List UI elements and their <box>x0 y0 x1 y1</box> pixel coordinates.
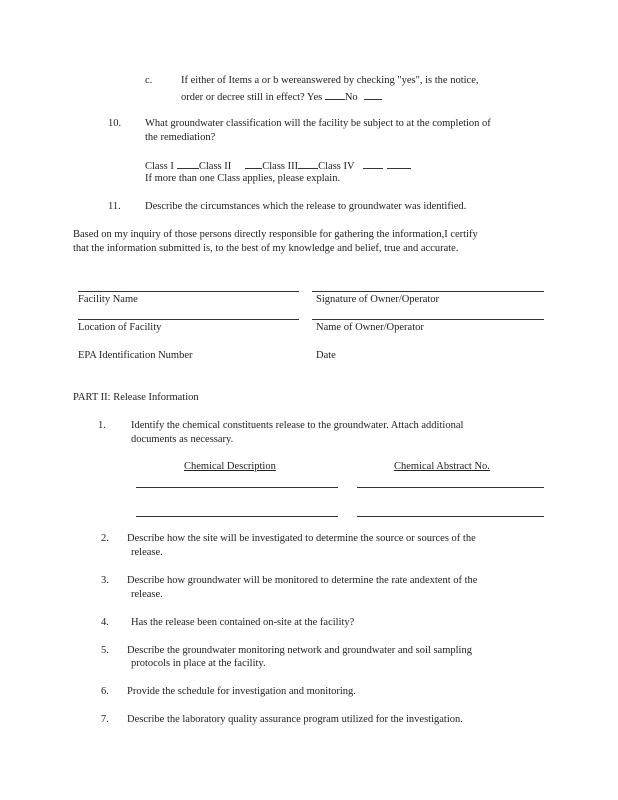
facility-name-line[interactable] <box>78 291 299 292</box>
yes-blank[interactable] <box>325 89 345 100</box>
part2-item-5-number: 5. <box>101 645 109 656</box>
part2-item-6-number: 6. <box>101 686 109 697</box>
signature-line[interactable] <box>312 291 544 292</box>
date-label: Date <box>316 350 336 361</box>
no-label: No <box>344 92 361 103</box>
part2-item-2-line1: Describe how the site will be investigated to determine the source or sources of the <box>127 533 476 544</box>
part2-item-1-line1: Identify the chemical constituents release to the groundwater. Attach additional <box>131 420 464 431</box>
part2-item-1-number: 1. <box>98 420 106 431</box>
question-11-text: Describe the circumstances which the release to groundwater was identified. <box>145 201 467 212</box>
class-1-label: Class I <box>145 161 174 172</box>
question-10-line1: What groundwater classification will the facility be subject to at the completion of <box>145 118 491 129</box>
chemical-description-line-1[interactable] <box>136 487 338 488</box>
part2-item-3-line2: release. <box>131 589 163 600</box>
part2-item-3-line1: Describe how groundwater will be monitored to determine the rate andextent of the <box>127 575 478 586</box>
item-label-c: c. <box>145 75 153 86</box>
class-1-blank[interactable] <box>177 158 199 169</box>
class-3-label: Class III <box>262 161 299 172</box>
certification-line1: Based on my inquiry of those persons directly responsible for gathering the information,I certify <box>73 229 478 240</box>
class-2-blank[interactable] <box>245 158 262 169</box>
part2-item-1-line2: documents as necessary. <box>131 434 234 445</box>
class-explain-instruction: If more than one Class applies, please explain. <box>145 173 341 184</box>
no-blank[interactable] <box>364 89 382 100</box>
owner-name-label: Name of Owner/Operator <box>316 322 424 333</box>
question-10-number: 10. <box>108 118 122 129</box>
epa-id-label: EPA Identification Number <box>78 350 193 361</box>
part2-item-2-line2: release. <box>131 547 163 558</box>
chemical-abstract-line-2[interactable] <box>357 516 544 517</box>
part2-item-7-line1: Describe the laboratory quality assurance program utilized for the investigation. <box>127 714 463 725</box>
part-2-heading: PART II: Release Information <box>73 392 199 403</box>
class-4-blank-b[interactable] <box>387 158 411 169</box>
class-4-blank-a[interactable] <box>363 158 383 169</box>
part2-item-4-line1: Has the release been contained on-site at the facility? <box>131 617 355 628</box>
class-4-label: Class IV <box>318 161 355 172</box>
part2-item-3-number: 3. <box>101 575 109 586</box>
part2-item-2-number: 2. <box>101 533 109 544</box>
chemical-abstract-line-1[interactable] <box>357 487 544 488</box>
class-3-blank[interactable] <box>298 158 318 169</box>
part2-item-5-line1: Describe the groundwater monitoring network and groundwater and soil sampling <box>127 645 472 656</box>
location-line[interactable] <box>78 319 299 320</box>
part2-item-7-number: 7. <box>101 714 109 725</box>
question-10-line2: the remediation? <box>145 132 216 143</box>
chemical-description-header: Chemical Description <box>184 461 276 472</box>
question-9c-line2 <box>181 89 382 105</box>
yes-label: order or decree still in effect? Yes <box>181 92 325 103</box>
certification-line2: that the information submitted is, to the best of my knowledge and belief, true and accurate. <box>73 243 459 254</box>
chemical-description-line-2[interactable] <box>136 516 338 517</box>
facility-name-label: Facility Name <box>78 294 138 305</box>
part2-item-5-line2: protocols in place at the facility. <box>131 658 266 669</box>
chemical-abstract-header: Chemical Abstract No. <box>394 461 490 472</box>
location-label: Location of Facility <box>78 322 162 333</box>
signature-label: Signature of Owner/Operator <box>316 294 440 305</box>
question-11-number: 11. <box>108 201 121 212</box>
part2-item-6-line1: Provide the schedule for investigation and monitoring. <box>127 686 356 697</box>
owner-name-line[interactable] <box>312 319 544 320</box>
question-9c-line1: If either of Items a or b wereanswered by checking "yes", is the notice, <box>181 75 479 86</box>
part2-item-4-number: 4. <box>101 617 109 628</box>
class-2-label: Class II <box>198 161 232 172</box>
